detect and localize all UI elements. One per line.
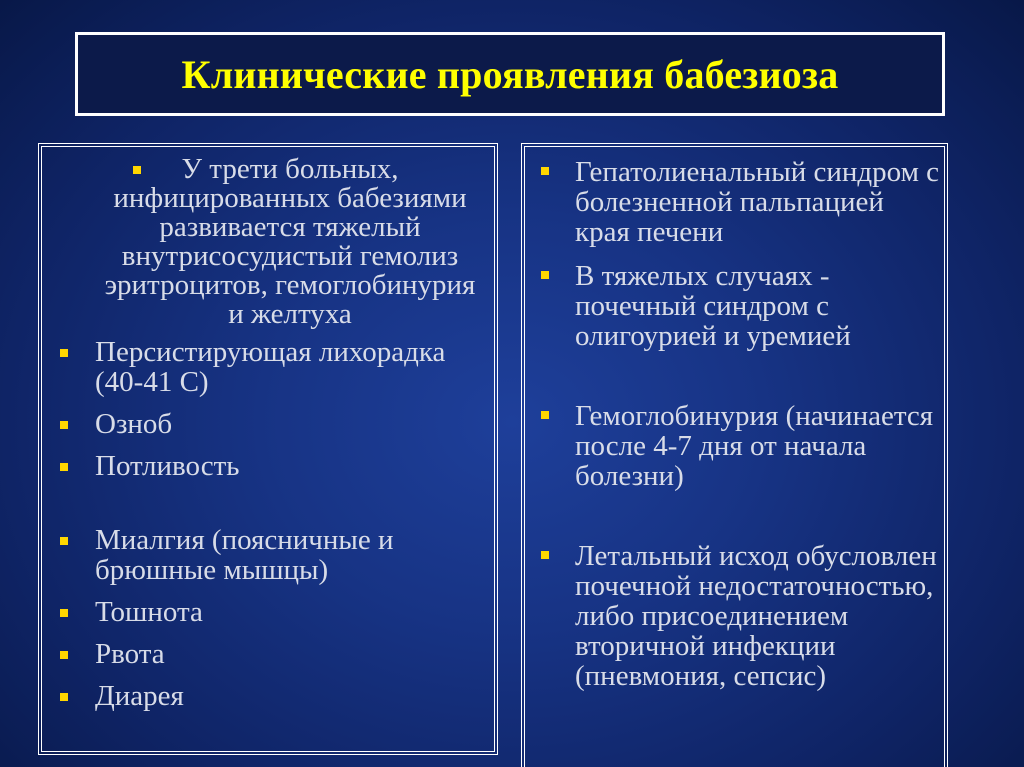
square-bullet-icon: [60, 537, 68, 545]
square-bullet-icon: [541, 167, 549, 175]
square-bullet-icon: [133, 166, 141, 174]
list-item: Тошнота: [52, 597, 494, 627]
list-item: Рвота: [52, 639, 494, 669]
square-bullet-icon: [60, 463, 68, 471]
list-item: Миалгия (поясничные и брюшные мышцы): [52, 525, 494, 585]
list-item: Потливость: [52, 451, 494, 481]
square-bullet-icon: [541, 411, 549, 419]
square-bullet-icon: [541, 271, 549, 279]
right-symptom-list: [525, 147, 944, 691]
list-item: В тяжелых случаях - почечный синдром с олигоурией и уремией: [539, 261, 944, 351]
list-item: Летальный исход обусловлен почечной недостаточностью, либо присоединением вторичной инфекции (пневмония, сепсис): [539, 541, 944, 691]
square-bullet-icon: [60, 693, 68, 701]
square-bullet-icon: [541, 551, 549, 559]
left-first-item-text: У трети больных, инфицированных бабезиями развивается тяжелый внутрисосудистый гемолиз эритроцитов, гемоглобинурия и желтуха: [104, 153, 476, 330]
list-item: Гемоглобинурия (начинается после 4-7 дня от начала болезни): [539, 401, 944, 491]
left-column: [38, 143, 498, 755]
right-column: [521, 143, 948, 767]
square-bullet-icon: [60, 651, 68, 659]
list-item: Персистирующая лихорадка (40-41 С): [52, 337, 494, 397]
left-first-item: [42, 147, 494, 329]
square-bullet-icon: [60, 349, 68, 357]
list-item: Озноб: [52, 409, 494, 439]
left-symptom-list: [42, 337, 494, 711]
slide-title: Клинические проявления бабезиоза: [181, 51, 839, 97]
list-item: Гепатолиенальный синдром с болезненной пальпацией края печени: [539, 157, 944, 247]
title-box: [75, 32, 945, 116]
square-bullet-icon: [60, 421, 68, 429]
square-bullet-icon: [60, 609, 68, 617]
list-item: Диарея: [52, 681, 494, 711]
